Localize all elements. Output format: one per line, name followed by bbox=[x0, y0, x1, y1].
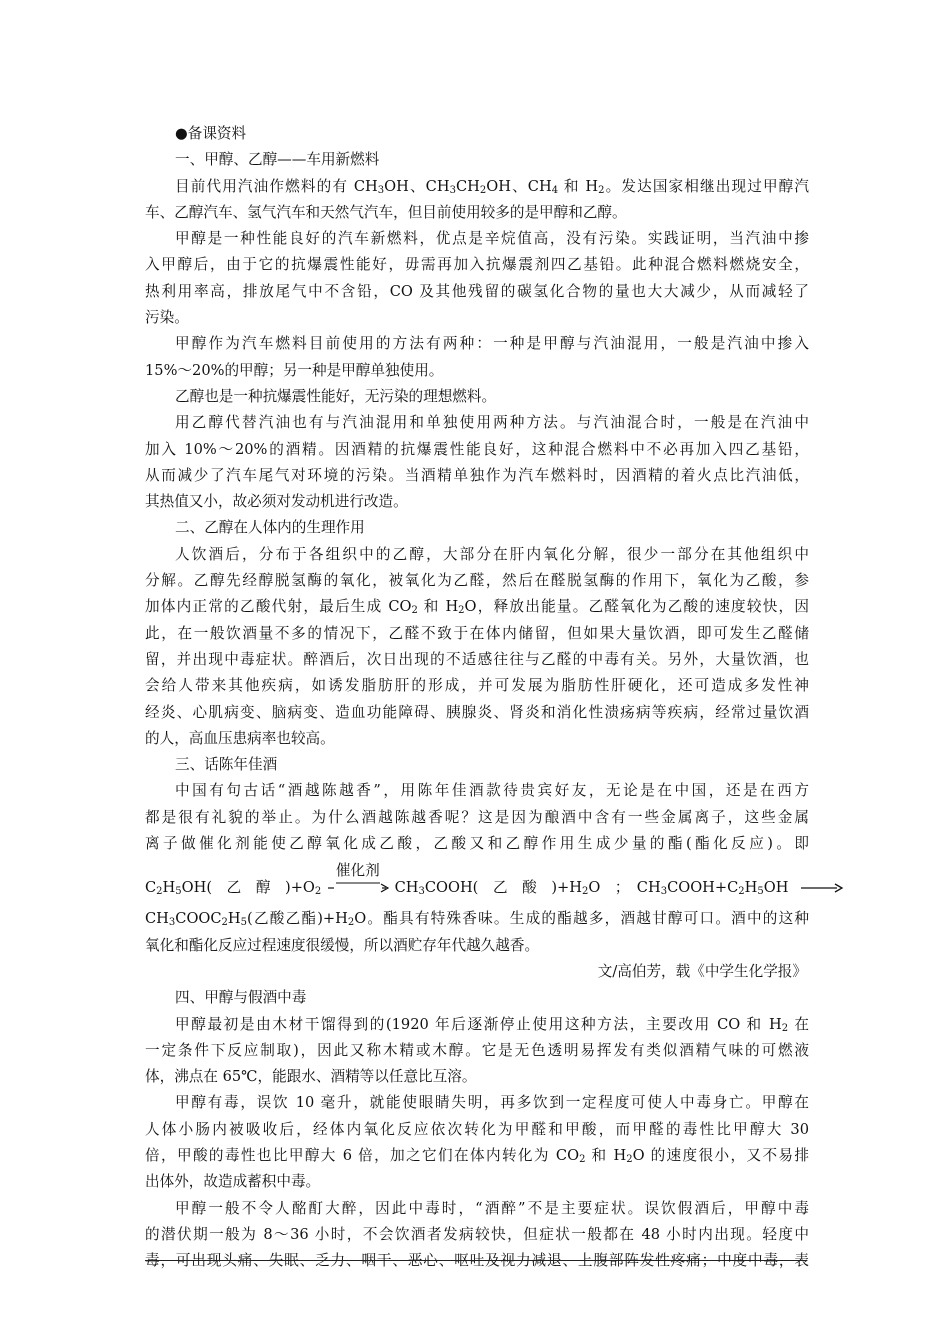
section-2-title: 二、乙醇在人体内的生理作用 bbox=[175, 519, 365, 537]
paragraph-10-line: 出体外，故造成蓄积中毒。 bbox=[145, 1173, 321, 1191]
reaction-arrow bbox=[326, 862, 390, 898]
prep-material-heading bbox=[145, 121, 809, 147]
paragraph-7-line: 都是很有礼貌的举止。为什么酒越陈越香呢？这是因为酿酒中含有一些金属离子，这些金属 bbox=[145, 808, 809, 826]
chemical-equation: $C_2H_5OH$( 乙 醇 )$+O_2$ 催化剂 $CH_3COOH$( 乙 酸 )$+H_2O$ ； $CH_3COOH+C_2H_5OH$ bbox=[145, 857, 809, 906]
paragraph-11-line: 毒，可出现头痛、失眠、乏力、咽干、恶心、呕吐及视力减退、上腹部阵发性疼痛；中度中毒，表 bbox=[145, 1252, 809, 1270]
paragraph-4: 乙醇也是一种抗爆震性能好，无污染的理想燃料。 bbox=[175, 387, 497, 405]
paragraph-10-line: 甲醇有毒，误饮 10 毫升，就能使眼睛失明，再多饮到一定程度可使人中毒身亡。甲醇在 bbox=[175, 1094, 809, 1112]
paragraph-6-line: 会给人带来其他疾病，如诱发脂肪肝的形成，并可发展为脂肪性肝硬化，还可造成多发性神 bbox=[145, 677, 809, 695]
paragraph-6-line: 留，并出现中毒症状。醉酒后，次日出现的不适感往往与乙醛的中毒有关。另外，大量饮酒，也 bbox=[145, 650, 809, 668]
paragraph-1-line-1: 目前代用汽油作燃料的有 $CH_3OH$、$CH_3CH_2OH$、$CH_4$ 和 $H_2$。发达国家相继出现过甲醇汽 bbox=[175, 177, 810, 196]
paragraph-3-line: 甲醇作为汽车燃料目前使用的方法有两种：一种是甲醇与汽油混用，一般是汽油中掺入 bbox=[175, 335, 809, 353]
paragraph-10-line: 倍，甲酸的毒性也比甲醇大 6 倍，加之它们在体内转化为 $CO_2$ 和 $H_2O$ 的速度很小，又不易排 bbox=[145, 1146, 809, 1165]
paragraph-9-line: 甲醇最初是由木材干馏得到的(1920 年后逐渐停止使用这种方法，主要改用 CO 和 $H_2$ 在 bbox=[175, 1015, 810, 1034]
paragraph-5-line: 加入 10%～20%的酒精。因酒精的抗爆震性能良好，这种混合燃料中不必再加入四乙基铅， bbox=[145, 440, 809, 458]
paragraph-6-line: 加体内正常的乙酸代射，最后生成 $CO_2$ 和 $H_2O$，释放出能量。乙醛氧化为乙酸的速度较快，因 bbox=[145, 598, 809, 617]
paragraph-8-line: 氧化和酯化反应过程速度很缓慢，所以酒贮存年代越久越香。 bbox=[145, 936, 540, 954]
paragraph-9-line: 体，沸点在 65℃，能跟水、酒精等以任意比互溶。 bbox=[145, 1068, 477, 1086]
document-page bbox=[145, 121, 809, 1274]
paragraph-6-line: 此，在一般饮酒量不多的情况下，乙醛不致于在体内储留，但如果大量饮酒，即可发生乙醛储 bbox=[145, 624, 809, 642]
footer-rule bbox=[145, 1260, 807, 1261]
paragraph-3-line: 15%～20%的甲醇；另一种是甲醇单独使用。 bbox=[145, 361, 444, 379]
long-arrow-icon bbox=[799, 882, 845, 894]
heading-text: 备课资料 bbox=[187, 125, 247, 142]
paragraph-10-line: 人体小肠内被吸收后，经体内氧化反应依次转化为甲醛和甲酸，而甲醛的毒性比甲醇大 30 bbox=[145, 1120, 809, 1138]
paragraph-6-line: 的人，高血压患病率也较高。 bbox=[145, 729, 335, 747]
paragraph-1-line-2: 车、乙醇汽车、氢气汽车和天然气汽车，但目前使用较多的是甲醇和乙醇。 bbox=[145, 203, 627, 221]
section-1-title: 一、甲醇、乙醇——车用新燃料 bbox=[175, 151, 380, 169]
paragraph-11-line: 甲醇一般不令人酩酊大醉，因此中毒时，“酒醉”不是主要症状。误饮假酒后，甲醇中毒 bbox=[175, 1199, 809, 1217]
paragraph-6-line: 人饮酒后，分布于各组织中的乙醇，大部分在肝内氧化分解，很少一部分在其他组织中 bbox=[175, 545, 809, 563]
paragraph-11-line: 的潜伏期一般为 8～36 小时，不会饮酒者发病较快，但症状一般都在 48 小时内出现。轻度中 bbox=[145, 1225, 809, 1243]
paragraph-9-line: 一定条件下反应制取)，因此又称木精或木醇。它是无色透明易挥发有类似酒精气味的可燃液 bbox=[145, 1041, 809, 1059]
right-arrow-icon bbox=[326, 882, 390, 894]
paragraph-5-line: 其热值又小，故必须对发动机进行改造。 bbox=[145, 493, 408, 511]
section-4-title: 四、甲醇与假酒中毒 bbox=[175, 989, 307, 1007]
paragraph-5-line: 从而减少了汽车尾气对环境的污染。当酒精单独作为汽车燃料时，因酒精的着火点比汽油低， bbox=[145, 466, 809, 484]
section-3-title: 三、话陈年佳酒 bbox=[175, 756, 278, 774]
paragraph-7-line: 离子做催化剂能使乙醇氧化成乙酸，乙酸又和乙醇作用生成少量的酯(酯化反应)。即 bbox=[145, 835, 809, 853]
byline: 文/高伯芳，载《中学生化学报》 bbox=[597, 962, 807, 980]
paragraph-6-line: 经炎、心肌病变、脑病变、造血功能障碍、胰腺炎、肾炎和消化性溃疡病等疾病，经常过量饮酒 bbox=[145, 703, 809, 721]
paragraph-5-line: 用乙醇代替汽油也有与汽油混用和单独使用两种方法。与汽油混合时，一般是在汽油中 bbox=[175, 414, 809, 432]
paragraph-2-line: 甲醇是一种性能良好的汽车新燃料，优点是辛烷值高，没有污染。实践证明，当汽油中掺 bbox=[175, 230, 809, 248]
paragraph-2-line: 入甲醇后，由于它的抗爆震性能好，毋需再加入抗爆震剂四乙基铅。此种混合燃料燃烧安全， bbox=[145, 256, 809, 274]
paragraph-2-line: 污染。 bbox=[145, 309, 189, 327]
paragraph-2-line: 热利用率高，排放尾气中不含铅，CO 及其他残留的碳氢化合物的量也大大减少，从而减轻了 bbox=[145, 282, 809, 300]
paragraph-6-line: 分解。乙醇先经醇脱氢酶的氧化，被氧化为乙醛，然后在醛脱氢酶的作用下，氧化为乙酸，参 bbox=[145, 572, 809, 590]
catalyst-label: 催化剂 bbox=[335, 862, 380, 880]
bullet: ● bbox=[175, 125, 188, 142]
paragraph-8-line: $CH_3COOC_2H_5$(乙酸乙酯)$+H_2O$。酯具有特殊香味。生成的酯越多，酒越甘醇可口。酒中的这种 bbox=[145, 910, 810, 929]
paragraph-7-line: 中国有句古话“酒越陈越香”，用陈年佳酒款待贵宾好友，无论是在中国，还是在西方 bbox=[175, 782, 809, 800]
